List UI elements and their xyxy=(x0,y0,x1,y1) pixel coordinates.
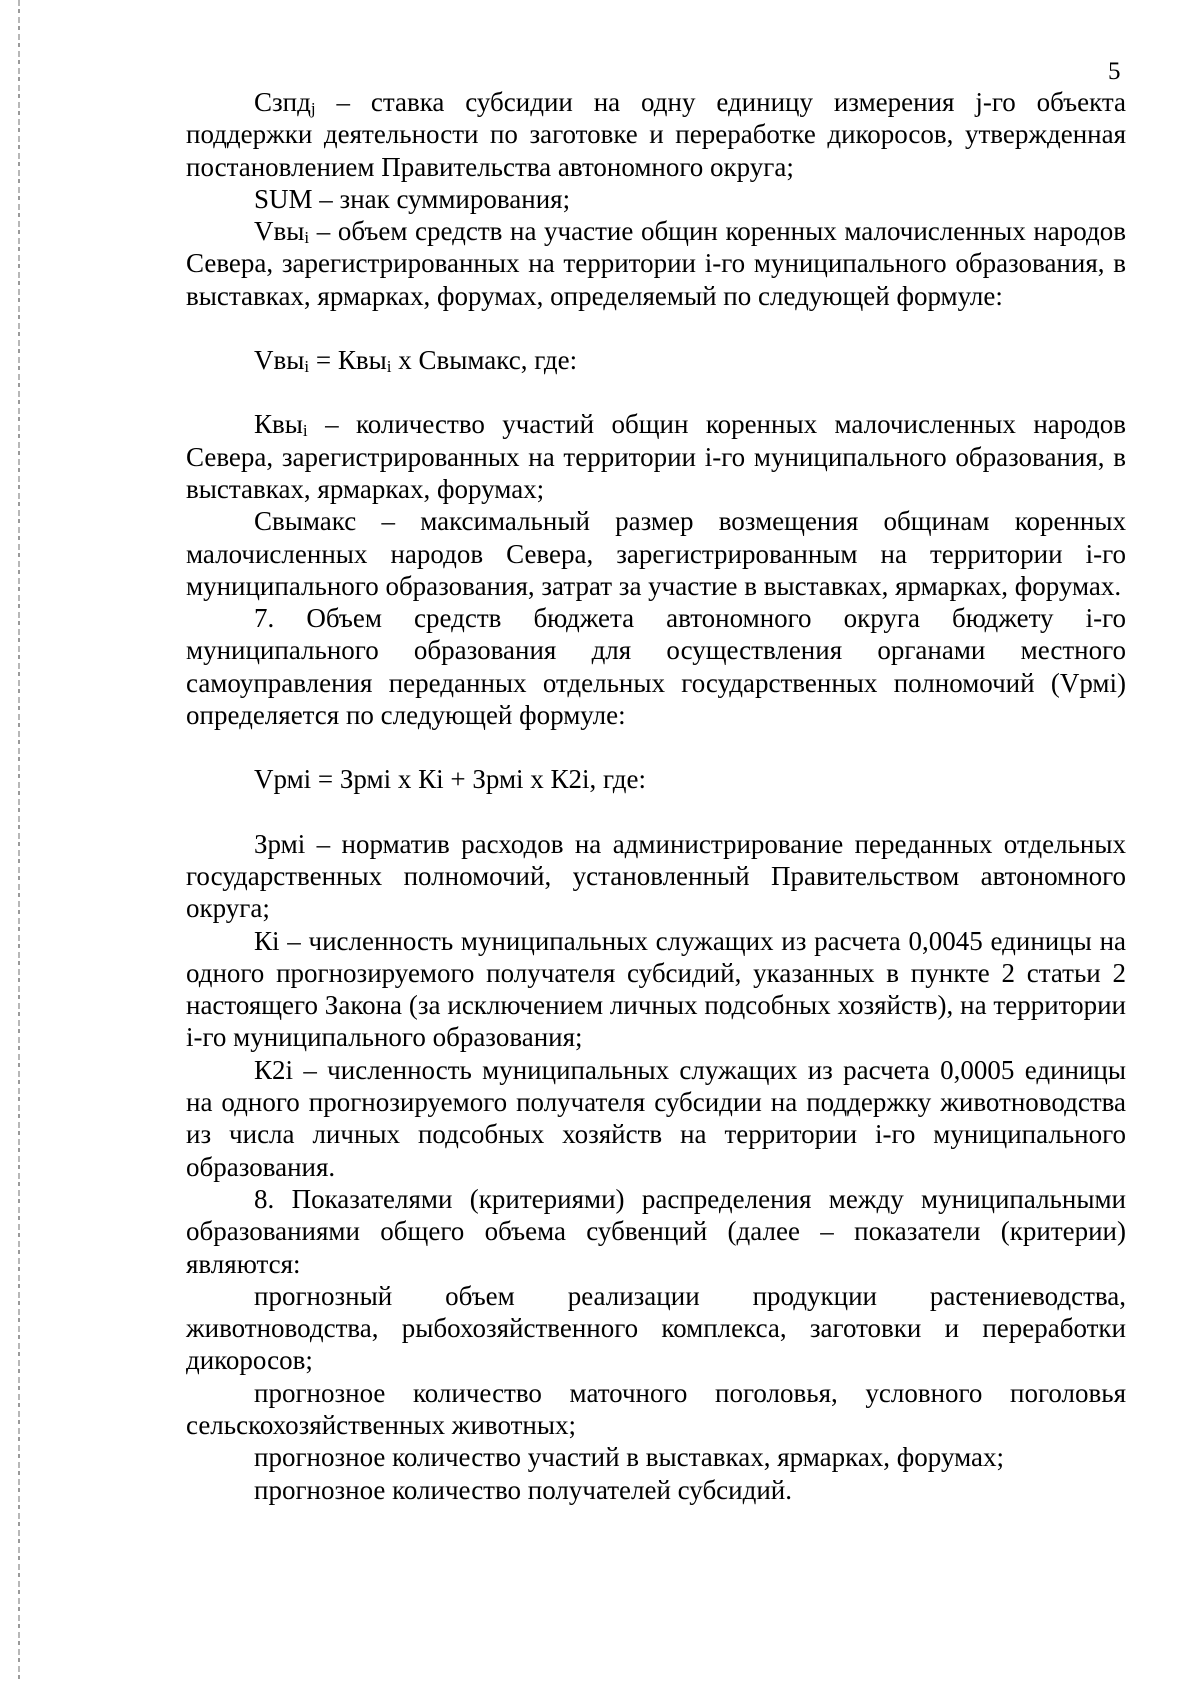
paragraph-item-8: 8. Показателями (критериями) распределения между муниципальными образованиями общего объема субвенций (далее – показатели (критерии) являются: xyxy=(186,1183,1126,1279)
definition-k2i: К2i – численность муниципальных служащих из расчета 0,0005 единицы на одного прогнозируемого получателя субсидии на поддержку животноводства из числа личных подсобных хозяйств на территории i-го муниципального образования. xyxy=(186,1054,1126,1182)
criterion-3: прогнозное количество участий в выставках, ярмарках, форумах; xyxy=(254,1442,1004,1473)
definition-ki: Кi – численность муниципальных служащих из расчета 0,0045 единицы на одного прогнозируемого получателя субсидий, указанных в пункте 2 статьи 2 настоящего Закона (за исключением личных подсобных хозяйств), на территории i-го муниципального образования; xyxy=(186,925,1126,1053)
definition-zrmi: Зрмi – норматив расходов на администрирование переданных отдельных государственных полномочий, установленный Правительством автономного округа; xyxy=(186,828,1126,924)
definition-kvy: Квы$_i$ – количество участий общин коренных малочисленных народов Севера, зарегистрированных на территории i-го муниципального образования, в выставках, ярмарках, форумах; xyxy=(186,409,1126,504)
definition-szpd: Сзпд$_j$ – ставка субсидии на одну единицу измерения j-го объекта поддержки деятельности по заготовке и переработке дикоросов, утвержденная постановлением Правительства автономного округа; xyxy=(186,87,1126,182)
criterion-4: прогнозное количество получателей субсидий. xyxy=(254,1474,792,1505)
document-body xyxy=(186,86,1126,1506)
formula-vvy: Vвы$_i$ = Квы$_i$ х Свымакс, где: xyxy=(254,345,578,377)
scan-edge xyxy=(18,0,20,1683)
definition-svymaks: Свымакс – максимальный размер возмещения общинам коренных малочисленных народов Севера, зарегистрированным на территории i-го муниципального образования, затрат за участие в выставках, ярмарках, форумах. xyxy=(186,506,1126,601)
definition-vvy: Vвы$_i$ – объем средств на участие общин коренных малочисленных народов Севера, зарегистрированных на территории i-го муниципального образования, в выставках, ярмарках, форумах, определяемый по следующей формуле: xyxy=(186,216,1126,311)
paragraph-item-7: 7. Объем средств бюджета автономного округа бюджету i-го муниципального образования для осуществления органами местного самоуправления переданных отдельных государственных полномочий (Vрмi) определяется по следующей формуле: xyxy=(186,603,1126,731)
criterion-2: прогнозное количество маточного поголовья, условного поголовья сельскохозяйственных животных; xyxy=(186,1377,1126,1440)
page-number: 5 xyxy=(1108,58,1121,85)
formula-vrmi: Vрмi = Зрмi х Кi + Зрмi х К2i, где: xyxy=(254,764,647,795)
definition-sum: SUM – знак суммирования; xyxy=(254,183,571,214)
criterion-1: прогнозный объем реализации продукции растениеводства, животноводства, рыбохозяйственного комплекса, заготовки и переработки дикоросов; xyxy=(186,1280,1126,1376)
